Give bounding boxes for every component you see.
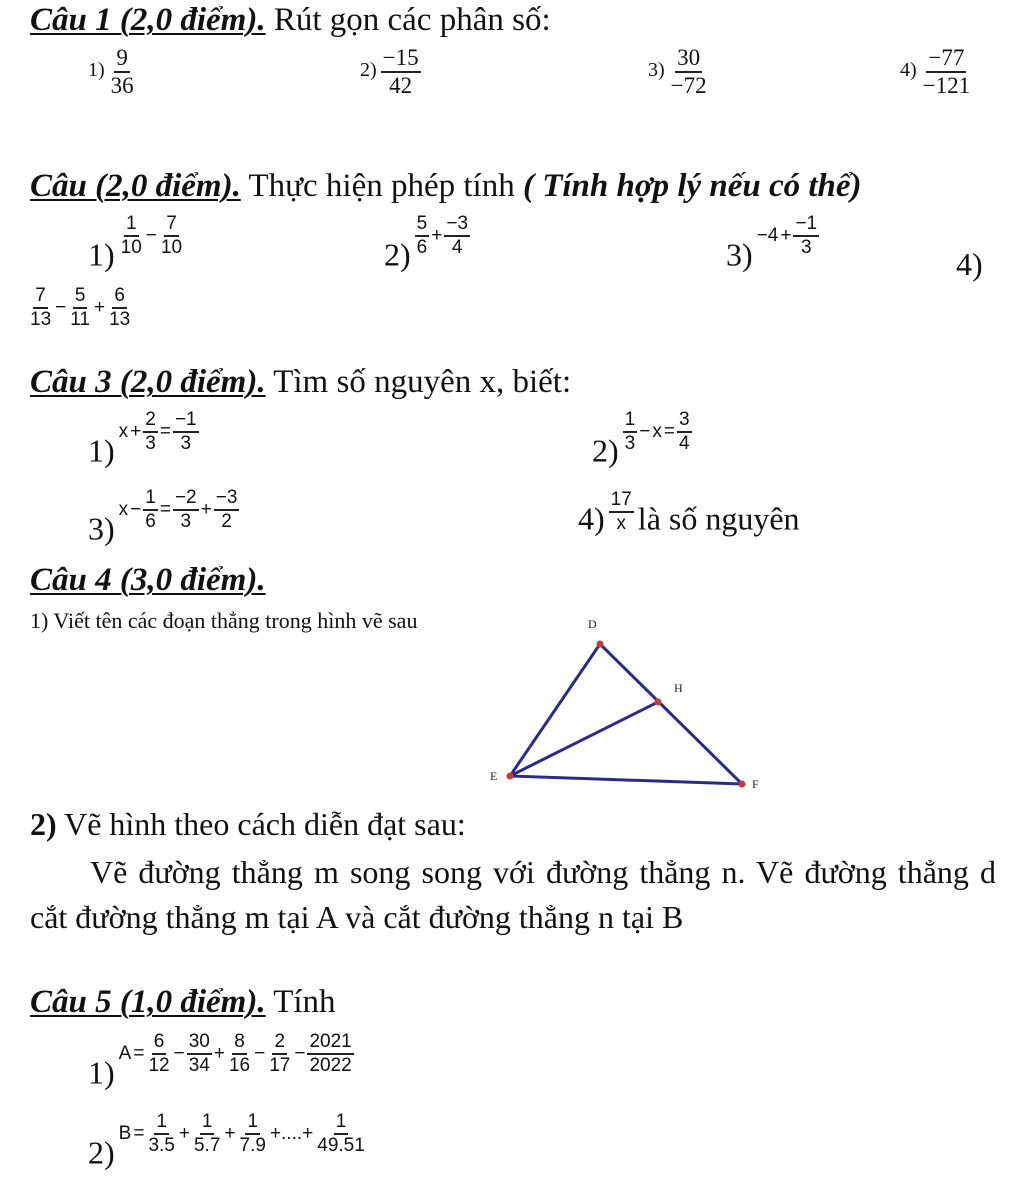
denominator: 3 xyxy=(180,432,192,454)
q4-part2-number: 2) xyxy=(30,806,57,842)
fraction xyxy=(119,214,144,258)
operator: + xyxy=(93,296,106,318)
label-E: E xyxy=(490,769,498,783)
item-number: 1) xyxy=(88,432,115,469)
item-number: 1) xyxy=(88,236,115,273)
numerator: 5 xyxy=(415,214,430,237)
q3-item-4 xyxy=(578,490,800,538)
numerator: −77 xyxy=(926,46,966,73)
denominator: 3 xyxy=(624,432,636,454)
denominator: −121 xyxy=(922,73,971,99)
numerator: 1 xyxy=(334,1112,349,1135)
item-number: 1) xyxy=(88,1054,115,1091)
point-E xyxy=(507,773,514,780)
fraction xyxy=(381,46,421,98)
q3-title: Tìm số nguyên x, biết: xyxy=(273,364,572,400)
denominator: 2022 xyxy=(309,1054,352,1076)
numerator: 1 xyxy=(124,214,139,237)
fraction xyxy=(227,1032,252,1076)
item-number: 3) xyxy=(648,58,665,81)
point-D xyxy=(597,641,604,648)
q4-label: Câu 4 (3,0 điểm). xyxy=(30,562,266,598)
numerator: 9 xyxy=(114,46,130,73)
numerator: 1 xyxy=(143,488,158,511)
item-number: 1) xyxy=(88,58,105,81)
item-number: 3) xyxy=(726,236,753,273)
fraction xyxy=(307,1032,353,1076)
numerator: 5 xyxy=(73,286,88,309)
denominator: 12 xyxy=(148,1054,170,1076)
denominator: 5.7 xyxy=(193,1134,221,1156)
variable: x xyxy=(652,420,662,442)
q4-part2-heading xyxy=(30,806,466,843)
operator: + xyxy=(213,1042,225,1064)
q2-item-3 xyxy=(726,214,819,274)
q2-item-1 xyxy=(88,214,184,274)
triangle-figure xyxy=(470,610,790,800)
denominator: 49.51 xyxy=(317,1134,365,1156)
q4-part2-title: Vẽ hình theo cách diễn đạt sau: xyxy=(64,806,466,842)
variable: A xyxy=(118,1042,132,1064)
numerator: 30 xyxy=(187,1032,212,1055)
q2-item-2 xyxy=(384,214,470,274)
variable: B xyxy=(118,1122,132,1144)
operator: + xyxy=(130,420,142,442)
operator: = xyxy=(663,420,675,442)
fraction xyxy=(109,46,136,98)
operator: + xyxy=(178,1122,190,1144)
fraction xyxy=(159,214,184,258)
denominator: 16 xyxy=(228,1054,251,1076)
fraction xyxy=(921,46,972,98)
denominator: 3 xyxy=(145,432,156,454)
numerator: −1 xyxy=(793,214,819,237)
q1-title: Rút gọn các phân số: xyxy=(273,2,551,38)
q1-item-4 xyxy=(900,46,972,98)
denominator: −72 xyxy=(670,73,707,99)
operator: = xyxy=(159,420,171,442)
fraction xyxy=(28,286,53,330)
operator: +....+ xyxy=(269,1122,314,1144)
operator: − xyxy=(639,420,651,442)
fraction xyxy=(143,488,158,532)
q5-title: Tính xyxy=(273,984,336,1020)
denominator: 11 xyxy=(70,308,90,330)
q3-item-1 xyxy=(88,410,199,470)
denominator: 13 xyxy=(109,308,131,330)
item-number: 3) xyxy=(88,510,115,547)
denominator: 3 xyxy=(180,510,192,532)
denominator: 7.9 xyxy=(239,1134,266,1156)
numerator: 3 xyxy=(677,410,692,433)
fraction xyxy=(677,410,692,454)
fraction xyxy=(238,1112,268,1156)
fraction xyxy=(623,410,638,454)
q1-label: Câu 1 (2,0 điểm). xyxy=(30,2,266,38)
variable: −4 xyxy=(756,224,779,246)
operator: − xyxy=(130,498,142,520)
fraction xyxy=(267,1032,292,1076)
fraction xyxy=(609,490,634,534)
item-number: 2) xyxy=(592,432,619,469)
fraction xyxy=(192,1112,222,1156)
numerator: 17 xyxy=(609,490,634,513)
triangle-segments xyxy=(510,644,742,784)
q2-heading xyxy=(30,168,862,204)
numerator: 8 xyxy=(232,1032,247,1055)
denominator: 10 xyxy=(160,236,183,258)
segment-EH xyxy=(510,702,658,776)
q3-item-4-tail: là số nguyên xyxy=(637,500,800,537)
fraction xyxy=(143,410,158,454)
operator: − xyxy=(55,296,67,318)
operator: − xyxy=(254,1042,266,1064)
q2-title: Thực hiện phép tính xyxy=(248,168,515,204)
fraction xyxy=(173,410,199,454)
operator: + xyxy=(224,1122,236,1144)
fraction xyxy=(669,46,709,98)
q1-item-2 xyxy=(360,46,421,98)
denominator: 4 xyxy=(451,236,463,258)
numerator: −2 xyxy=(173,488,199,511)
numerator: −15 xyxy=(381,46,421,73)
operator: − xyxy=(145,224,157,246)
variable: x xyxy=(118,498,129,520)
fraction xyxy=(793,214,819,258)
q4-part2-text: Vẽ đường thẳng m song song với đường thẳng n. Vẽ đường thẳng d cắt đường thẳng m tại A và cắt đường thẳng n tại B xyxy=(30,854,996,936)
q1-item-1 xyxy=(88,46,136,98)
denominator: 42 xyxy=(389,73,413,99)
denominator: 3.5 xyxy=(148,1134,175,1156)
fraction xyxy=(214,488,240,532)
denominator: 4 xyxy=(678,432,690,454)
denominator: 10 xyxy=(120,236,142,258)
variable: x xyxy=(118,420,129,442)
operator: = xyxy=(159,498,171,520)
denominator: 13 xyxy=(30,308,52,330)
denominator: x xyxy=(616,512,626,534)
item-number: 2) xyxy=(360,58,377,81)
fraction xyxy=(444,214,470,258)
q4-heading xyxy=(30,562,266,598)
fraction xyxy=(107,286,132,330)
q5-item-1 xyxy=(88,1032,354,1092)
operator: − xyxy=(294,1042,306,1064)
item-number: 2) xyxy=(384,236,411,273)
q2-item-4 xyxy=(28,286,132,330)
q5-label: Câu 5 (1,0 điểm). xyxy=(30,984,266,1020)
numerator: 1 xyxy=(200,1112,215,1135)
numerator: −1 xyxy=(173,410,199,433)
numerator: 6 xyxy=(152,1032,167,1055)
q3-item-3 xyxy=(88,488,239,548)
numerator: 30 xyxy=(675,46,702,73)
item-number: 2) xyxy=(88,1134,115,1171)
numerator: 2021 xyxy=(307,1032,353,1055)
numerator: 1 xyxy=(623,410,638,433)
numerator: 7 xyxy=(33,286,48,309)
numerator: 2 xyxy=(143,410,158,433)
numerator: −3 xyxy=(214,488,240,511)
numerator: 2 xyxy=(272,1032,287,1055)
q2-label: Câu (2,0 điểm). xyxy=(30,168,241,204)
numerator: −3 xyxy=(444,214,470,237)
q1-heading xyxy=(30,2,551,38)
fraction xyxy=(187,1032,212,1076)
operator: − xyxy=(173,1042,185,1064)
operator: + xyxy=(200,498,212,520)
q4-part1: 1) Viết tên các đoạn thẳng trong hình vẽ sau xyxy=(30,608,418,633)
operator: + xyxy=(780,224,792,246)
denominator: 6 xyxy=(145,510,156,532)
numerator: 7 xyxy=(164,214,179,237)
denominator: 2 xyxy=(221,510,232,532)
item-number: 4) xyxy=(578,500,605,537)
q2-note: ( Tính hợp lý nếu có thể) xyxy=(522,168,862,204)
denominator: 36 xyxy=(110,73,134,99)
denominator: 34 xyxy=(188,1054,210,1076)
fraction xyxy=(146,1032,171,1076)
label-F: F xyxy=(752,777,759,791)
label-D: D xyxy=(588,617,597,631)
numerator: 6 xyxy=(112,286,127,309)
denominator: 6 xyxy=(416,236,428,258)
denominator: 17 xyxy=(269,1054,291,1076)
q3-heading xyxy=(30,364,571,400)
q5-heading xyxy=(30,984,336,1020)
fraction xyxy=(415,214,430,258)
q2-item-4-number: 4) xyxy=(956,246,983,282)
q3-item-2 xyxy=(592,410,692,470)
point-F xyxy=(739,781,746,788)
item-number: 4) xyxy=(900,58,917,81)
q3-label: Câu 3 (2,0 điểm). xyxy=(30,364,266,400)
fraction xyxy=(173,488,199,532)
numerator: 1 xyxy=(154,1112,169,1135)
numerator: 1 xyxy=(245,1112,260,1135)
q5-item-2 xyxy=(88,1112,367,1172)
fraction xyxy=(68,286,92,330)
denominator: 3 xyxy=(800,236,812,258)
operator: + xyxy=(431,224,443,246)
label-H: H xyxy=(674,681,683,695)
operator: = xyxy=(133,1122,145,1144)
operator: = xyxy=(133,1042,145,1064)
fraction xyxy=(146,1112,176,1156)
point-H xyxy=(655,699,662,706)
fraction xyxy=(315,1112,367,1156)
q1-item-3 xyxy=(648,46,709,98)
